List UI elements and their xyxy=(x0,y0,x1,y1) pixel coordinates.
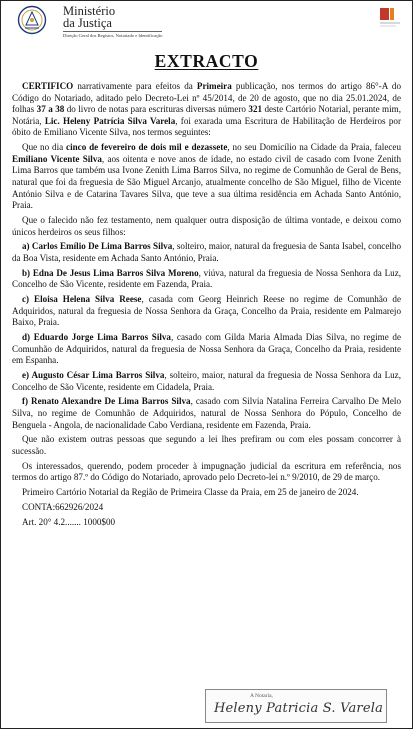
text-run: , solteiro, maior, natural da freguesia de Nossa Senhora da Luz, Concelho de São Vicente, residente em Cidadela, Praia. xyxy=(12,369,401,392)
text-run: deste Cartório Notarial, perante mim, Notária, xyxy=(12,104,402,126)
text-run: , aos oitenta e nove anos de idade, no estado civil de casado com Ivone Zenith Lima Barros que também usa Ivone Zenith Lima Barros Silva, no regime de Comunhão de Geral de Bens, natural que foi da freguesia de São Miguel Arcanjo, atualmente concelho de São Miguel, filho de Vicente António Silva e de Catarina Tavares Silva, que teve a sua última residência em Achada Santo António, Praia. xyxy=(12,153,401,211)
bold-run: Lic. Heleny Patrícia Silva Varela xyxy=(44,115,176,126)
body-paragraph xyxy=(12,332,401,367)
national-emblem-icon xyxy=(17,5,47,35)
text-run: Que o falecido não fez testamento, nem qualquer outra disposição de última vontade, e deixou como únicos herdeiros os seus filhos: xyxy=(12,214,401,237)
signature-name: Heleny Patricia S. Varela xyxy=(214,701,384,716)
bold-run: CERTIFICO xyxy=(22,81,74,91)
text-run: , no seu Domicílio na Cidade da Praia, faleceu xyxy=(227,142,401,153)
ministry-line-2: da Justiça xyxy=(63,16,112,30)
body-paragraph xyxy=(12,142,401,212)
body-paragraph xyxy=(12,461,401,484)
text-run: , foi exarada uma Escritura de Habilitação de Herdeiros por óbito de Emiliano Vicente Silva, nos termos seguintes: xyxy=(12,115,401,138)
document-title: EXTRACTO xyxy=(154,51,259,71)
body-paragraph xyxy=(12,434,401,457)
title-wrapper xyxy=(1,51,412,72)
bold-run: 321 xyxy=(248,104,263,115)
registry-logo-icon xyxy=(378,5,402,31)
conta-line: CONTA:662926/2024 xyxy=(22,501,104,512)
letterhead xyxy=(1,1,412,45)
article-fee-line: Art. 20° 4.2....... 1000$00 xyxy=(22,516,116,527)
bold-run: d) Eduardo Jorge Lima Barros Silva xyxy=(22,332,171,342)
body-paragraph xyxy=(12,268,401,291)
bold-run: 37 a 38 xyxy=(36,104,65,115)
body-paragraph xyxy=(12,370,401,393)
text-run: , casada com Georg Heinrich Reese no regime de Comunhão de Adquiridos, natural da freguesia de Nossa Senhora da Graça, Concelho da Praia, residente em Palmarejo Baixo, Praia. xyxy=(12,294,402,328)
body-paragraph xyxy=(12,215,401,238)
bold-run: a) Carlos Emílio De Lima Barros Silva xyxy=(22,241,173,252)
body-paragraph xyxy=(12,81,401,139)
closing-paragraph: Primeiro Cartório Notarial da Região de Primeira Classe da Praia, em 25 de janeiro de 2024. xyxy=(22,487,359,498)
text-run: , solteiro, maior, natural da freguesia de Santa Isabel, concelho da Boa Vista, residente em Achada Santo António, Praia. xyxy=(12,241,402,263)
body-paragraph xyxy=(12,294,401,329)
bold-run: b) Edna De Jesus Lima Barros Silva Moreno xyxy=(22,267,199,278)
text-run: do livro de notas para escrituras diversas número xyxy=(64,104,249,115)
text-run: , casado com Gilda Maria Almada Dias Silva, no regime de Comunhão de Adquiridos, natural da freguesia de Nossa Senhora da Graça, Concelho da Praia, residente em Espanha. xyxy=(12,332,401,366)
document-body xyxy=(12,81,401,531)
bold-run: e) Augusto César Lima Barros Silva xyxy=(22,369,165,380)
bold-run: cinco de fevereiro de dois mil e dezassete xyxy=(66,142,228,153)
text-run: Que no dia xyxy=(22,142,67,153)
text-run: , viúva, natural da freguesia de Nossa Senhora da Luz, Concelho de São Vicente, residente em Fazenda, Praia. xyxy=(12,267,401,290)
text-run: publicação, nos termos do artigo 86°-A do Código do Notariado, aditado pelo Decreto-Lei nº 45/2014, de 20 de agosto, que no dia 25.01.2024, de folhas xyxy=(12,81,401,115)
text-run: Os interessados, querendo, podem proceder à impugnação judicial da escritura em referência, nos termos do artigo 87.º do Código do Notariado, aprovado pelo Decreto-lei n.º 9/2010, de 29 de março. xyxy=(12,460,401,483)
body-paragraph xyxy=(12,396,401,431)
ministry-name xyxy=(63,5,115,29)
bold-run: c) Eloisa Helena Silva Reese xyxy=(22,294,142,305)
text-run: , casado com Silvia Natalina Ferreira Carvalho De Melo Silva, no regime de Comunhão de Adquiridos, natural de Nossa Senhora do Pópulo, Concelho de Benguela - Angola, de nacionalidade Cabo Verdiana, residente em Fazenda, Praia. xyxy=(12,396,401,430)
directorate-name: Direção Geral dos Registos, Notariado e Identificação xyxy=(63,33,163,38)
text-run: Que não existem outras pessoas que segundo a lei lhes prefiram ou com eles possam concorrer à sucessão. xyxy=(12,434,401,456)
signature-stamp xyxy=(205,689,387,723)
bold-run: f) Renato Alexandre De Lima Barros Silva xyxy=(22,396,191,407)
bold-run: Primeira xyxy=(196,81,232,91)
text-run: narrativamente para efeitos da xyxy=(73,81,197,91)
ministry-line-1: Ministério xyxy=(63,4,116,18)
bold-run: Emiliano Vicente Silva xyxy=(12,153,102,164)
body-paragraph xyxy=(12,241,401,264)
signature-role: A Notaria, xyxy=(250,693,273,699)
